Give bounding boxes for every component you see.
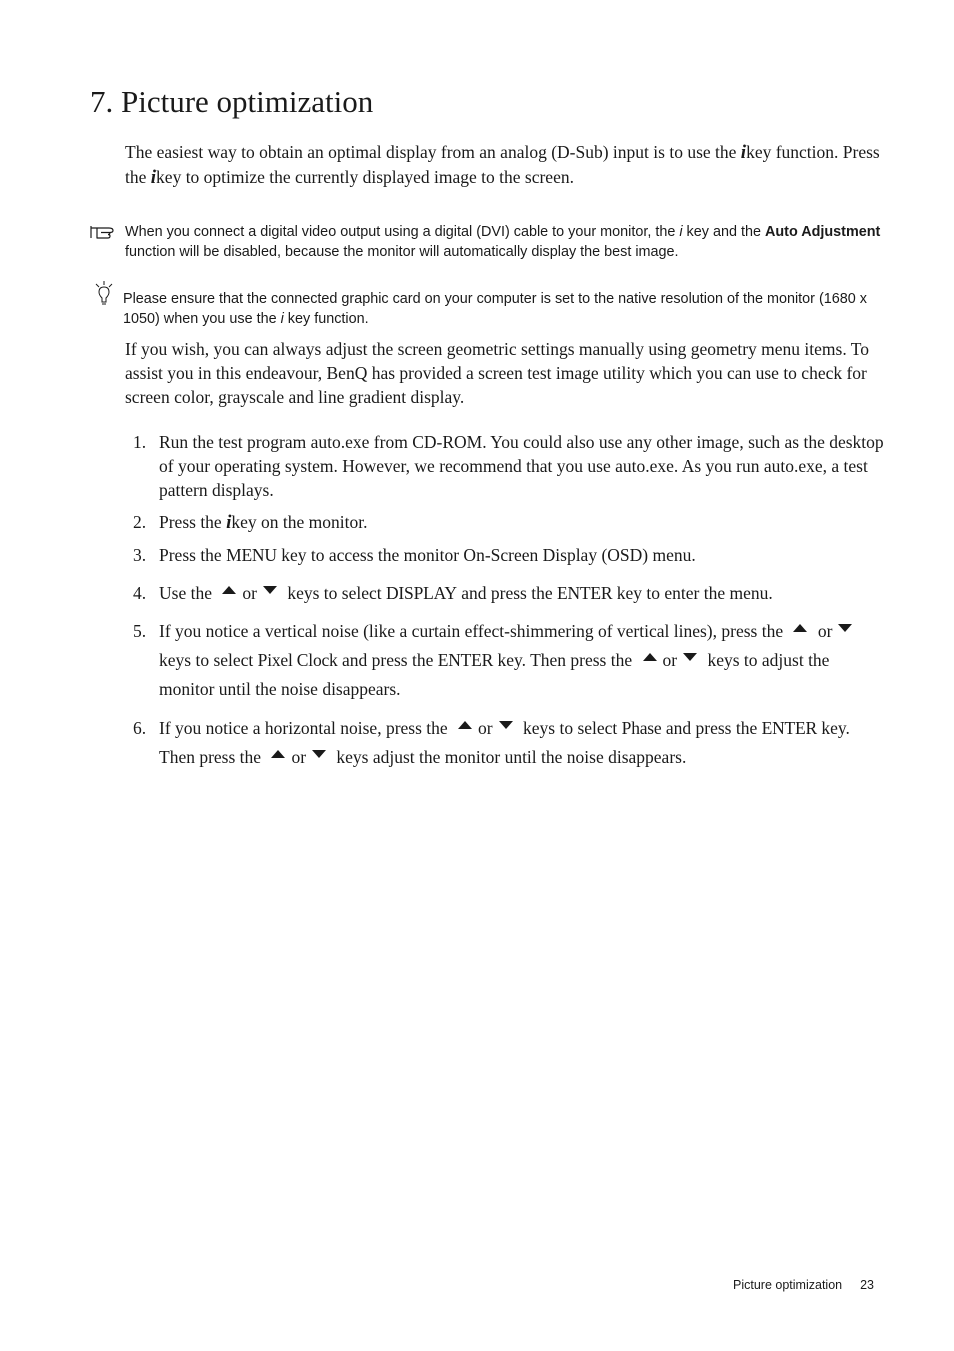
step-number: 1. [133,432,147,452]
step-text: Press the [159,512,227,532]
steps-list [125,430,885,780]
step-number: 6. [133,718,147,738]
i-key-label: i [280,311,284,327]
phase-label: Phase [621,718,662,738]
i-key-label: i [226,512,232,533]
step-text: or [242,583,257,603]
step-text: Use the [159,583,217,603]
i-key-label: i [679,224,683,240]
list-item [125,510,885,535]
i-key-label: i [740,142,747,163]
up-arrow-icon [269,747,287,761]
step-text: and press the [456,583,557,603]
intro-text-1: The easiest way to obtain an optimal display from an analog (D-Sub) input is to use the [125,142,741,162]
step-text: keys to adjust the monitor until the noise disappears. [159,650,830,699]
tip-text-1: Please ensure that the connected graphic card on your computer is set to the native resolution of the monitor (1680 x 1050) when you use the [123,291,867,327]
enter-key-label: ENTER [761,718,817,738]
step-text: and press the [337,650,438,670]
i-key-label: i [150,167,157,188]
down-arrow-icon [681,650,699,664]
step-text: key to access the monitor On-Screen Display (OSD) menu. [276,545,696,565]
lightbulb-icon [92,280,120,308]
step-text: Run the test program auto.exe from CD-ROM. You could also use any other image, such as the desktop of your operating system. However, we recommend that you use auto.exe. As you run auto.exe, a test pattern displays. [159,432,884,500]
intro-text-2: key function. Press the [125,142,880,187]
tip-text-2: key function. [283,311,369,327]
menu-key-label: MENU [226,545,277,565]
step-number: 3. [133,545,147,565]
step-text: If you notice a vertical noise (like a curtain effect-shimmering of vertical lines), press the [159,621,788,641]
step-text: keys to select [282,583,386,603]
step-text: If you notice a horizontal noise, press the [159,718,453,738]
display-menu-label: DISPLAY [385,583,457,603]
step-text: keys to select [518,718,622,738]
list-item [125,714,885,772]
down-arrow-icon [836,621,854,635]
step-text: or [817,621,833,641]
pointing-hand-icon [89,223,119,241]
step-text: or [662,650,678,670]
up-arrow-icon [791,621,809,635]
step-text: or [478,718,493,738]
intro-paragraph [125,140,885,190]
step-text: keys adjust the monitor until the noise disappears. [332,747,687,767]
enter-key-label: ENTER [556,583,613,603]
note-text-2: key and the [682,224,765,240]
list-item [125,430,885,502]
note-text-1: When you connect a digital video output using a digital (DVI) cable to your monitor, the [125,224,680,240]
step-text: key on the monitor. [231,512,368,532]
list-item [125,581,885,605]
auto-adjustment-label: Auto Adjustment [764,224,881,240]
up-arrow-icon [220,583,238,597]
step-number: 2. [133,512,147,532]
step-text: key. Then press the [159,718,850,767]
page-number: 23 [860,1278,874,1292]
enter-key-label: ENTER [437,650,494,670]
step-text: Press the [159,545,227,565]
step-number: 4. [133,583,147,603]
down-arrow-icon [261,583,279,597]
up-arrow-icon [641,650,659,664]
step-text: and press the [661,718,762,738]
list-item [125,543,885,567]
geometry-paragraph: If you wish, you can always adjust the screen geometric settings manually using geometry menu items. To assist you in this endeavour, BenQ has provided a screen test image utility which you can use to check for screen color, grayscale and line gradient display. [125,339,869,407]
down-arrow-icon [497,718,515,732]
list-item [125,617,885,704]
step-text: key. Then press the [493,650,637,670]
pixel-clock-label: Pixel Clock [257,650,338,670]
step-number: 5. [133,621,147,641]
footer-section-title: Picture optimization [733,1278,843,1292]
intro-text-3: key to optimize the currently displayed image to the screen. [156,167,574,187]
down-arrow-icon [310,747,328,761]
step-text: or [291,747,307,767]
step-text: key to enter the menu. [612,583,773,603]
step-text: keys to select [159,650,258,670]
page-footer [733,1278,874,1292]
note-text-3: function will be disabled, because the monitor will automatically display the best image. [125,244,679,260]
note-text [125,222,885,262]
tip-text [123,289,883,329]
page-title: 7. Picture optimization [90,84,374,119]
up-arrow-icon [456,718,474,732]
